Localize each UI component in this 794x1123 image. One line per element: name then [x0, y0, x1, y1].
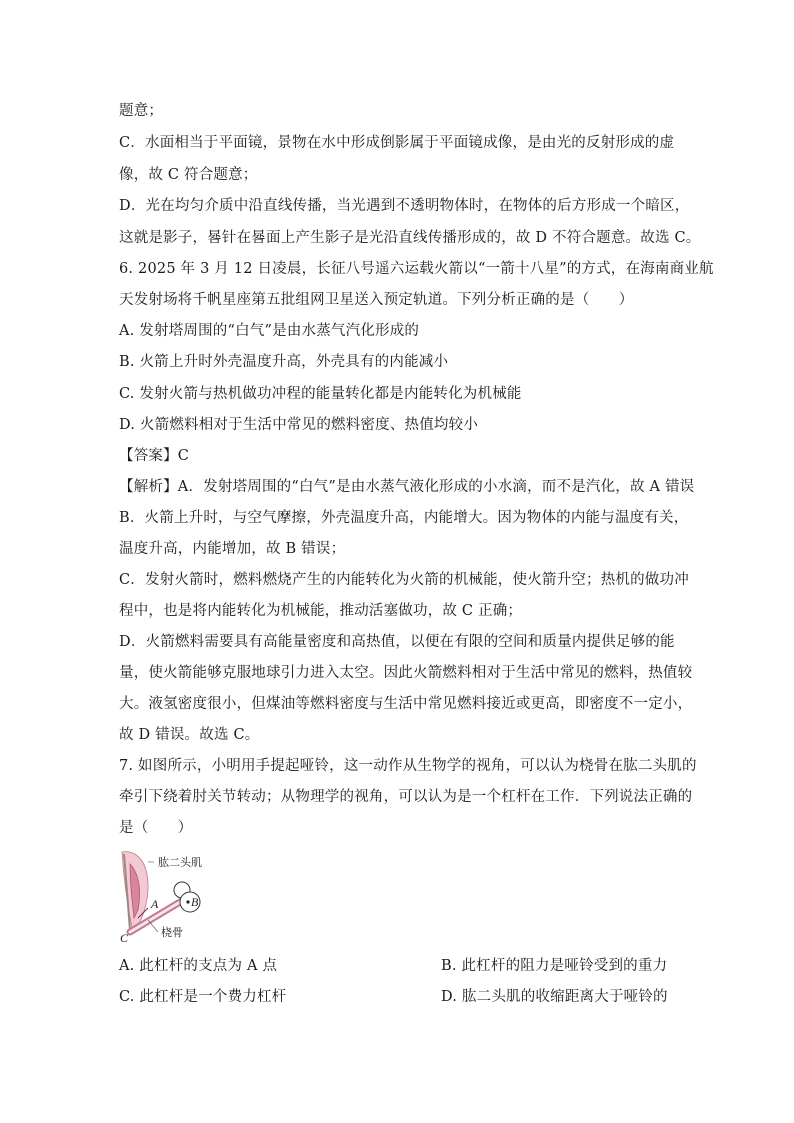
question-6-option-d: D. 火箭燃料相对于生活中常见的燃料密度、热值均较小: [119, 417, 479, 433]
question-7-option-b: B. 此杠杆的阻力是哑铃受到的重力: [441, 958, 668, 974]
point-b-dot: [186, 900, 189, 903]
point-b-label: B: [191, 895, 199, 909]
question-7-stem: 是（ ）: [119, 820, 193, 836]
question-6-stem: 天发射场将千帆星座第五批组网卫星送入预定轨道。下列分析正确的是（ ）: [119, 292, 634, 308]
text-line: 像，故 C 符合题意；: [119, 167, 258, 183]
point-c-label: C: [120, 931, 129, 944]
text-line: 这就是影子，晷针在晷面上产生影子是光沿直线传播形成的，故 D 不符合题意。故选 C。: [119, 230, 701, 246]
question-6-option-b: B. 火箭上升时外壳温度升高，外壳具有的内能减小: [119, 354, 449, 370]
question-7-stem: 7. 如图所示，小明用手提起哑铃，这一动作从生物学的视角，可以认为桡骨在肱二头肌的: [119, 758, 697, 774]
question-6-option-a: A. 发射塔周围的“白气”是由水蒸气汽化形成的: [119, 323, 420, 339]
question-6-stem: 6. 2025 年 3 月 12 日凌晨，长征八号遥六运载火箭以“一箭十八星”的方式，在海南商业航: [119, 261, 714, 277]
analysis-line: 故 D 错误。故选 C。: [119, 727, 260, 743]
analysis-line: 程中，也是将内能转化为机械能，推动活塞做功，故 C 正确；: [119, 603, 523, 619]
question-7-stem: 牵引下绕着肘关节转动；从物理学的视角，可以认为是一个杠杆在工作．下列说法正确的: [119, 789, 693, 805]
analysis-line: 温度升高，内能增加，故 B 错误；: [119, 541, 346, 557]
muscle-label: 肱二头肌: [158, 856, 202, 869]
bone-label: 桡骨: [161, 926, 183, 939]
arm-dumbbell-figure: [118, 848, 218, 944]
analysis-line: D．火箭燃料需要具有高能量密度和高热值，以便在有限的空间和质量内提供足够的能: [119, 634, 675, 650]
question-7-option-d: D. 肱二头肌的收缩距离大于哑铃的: [441, 989, 668, 1005]
answer-label: 【答案】C: [119, 448, 190, 464]
text-line: C．水面相当于平面镜，景物在水中形成倒影属于平面镜成像，是由光的反射形成的虚: [119, 135, 675, 151]
question-7-option-c: C. 此杠杆是一个费力杠杆: [119, 989, 287, 1005]
text-line: D．光在均匀介质中沿直线传播，当光遇到不透明物体时，在物体的后方形成一个暗区，: [119, 198, 690, 214]
point-a-label: A: [151, 897, 159, 911]
text-line: 题意；: [119, 103, 164, 119]
question-7-option-a: A. 此杠杆的支点为 A 点: [119, 958, 278, 974]
analysis-line: 【解析】A．发射塔周围的“白气”是由水蒸气液化形成的小水滴，而不是汽化，故 A 错误: [119, 479, 695, 495]
analysis-line: B．火箭上升时，与空气摩擦，外壳温度升高，内能增大。因为物体的内能与温度有关，: [119, 510, 689, 526]
analysis-line: 量，使火箭能够克服地球引力进入太空。因此火箭燃料相对于生活中常见的燃料，热值较: [119, 665, 693, 681]
question-6-option-c: C. 发射火箭与热机做功冲程的能量转化都是内能转化为机械能: [119, 386, 522, 402]
analysis-line: 大。液氢密度很小，但煤油等燃料密度与生活中常见燃料接近或更高，即密度不一定小，: [119, 696, 693, 712]
analysis-line: C．发射火箭时，燃料燃烧产生的内能转化为火箭的机械能，使火箭升空；热机的做功冲: [119, 572, 689, 588]
